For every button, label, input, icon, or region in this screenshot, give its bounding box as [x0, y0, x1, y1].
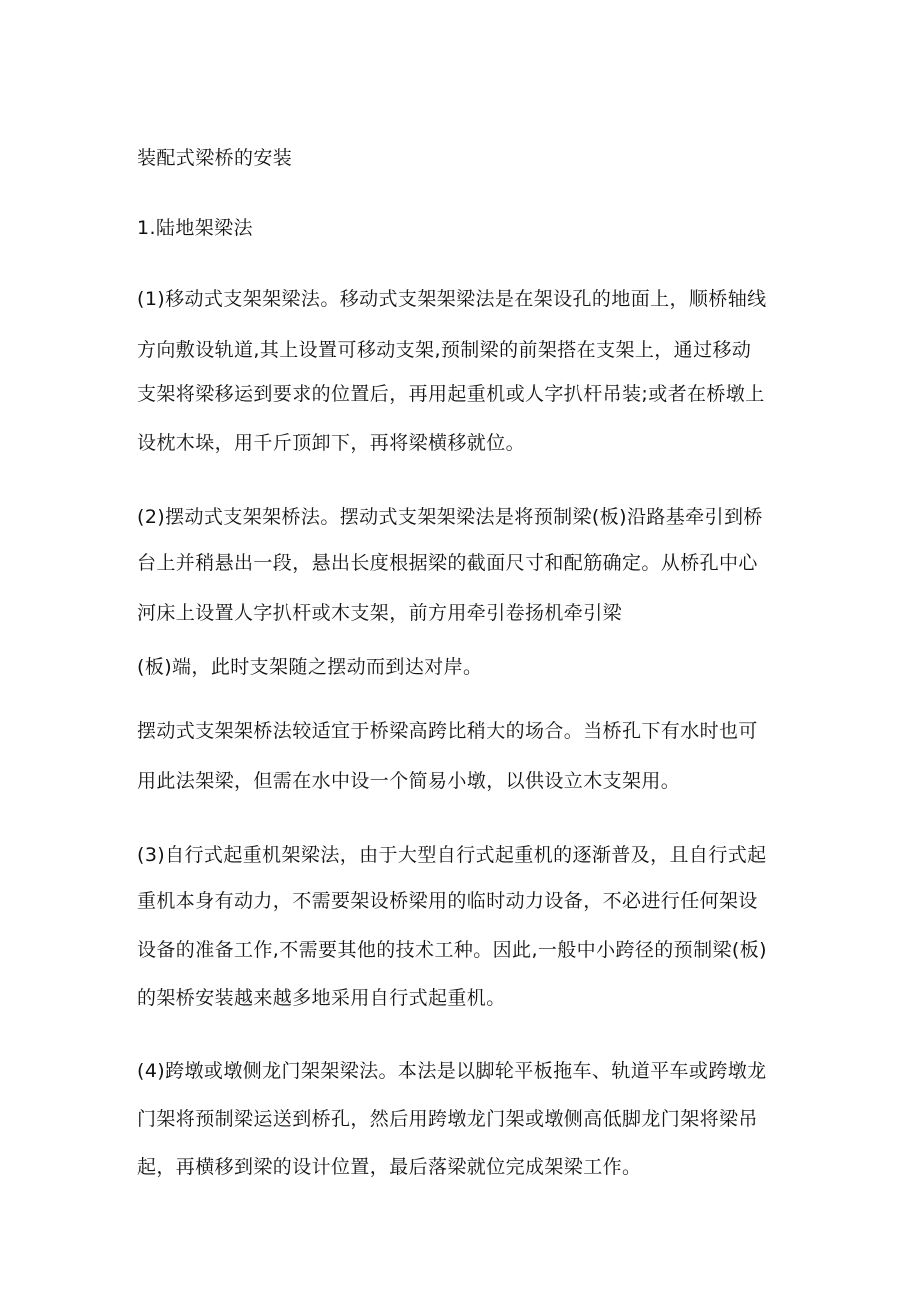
paragraph-3-line-1: 摆动式支架架桥法较适宜于桥梁高跨比稍大的场合。当桥孔下有水时也可	[137, 720, 758, 742]
paragraph-1-line-2: 方向敷设轨道,其上设置可移动支架,预制梁的前架搭在支架上，通过移动	[137, 339, 752, 361]
paragraph-1-line-4: 设枕木垛，用千斤顶卸下，再将梁横移就位。	[137, 432, 526, 454]
document-title: 装配式梁桥的安装	[137, 147, 293, 169]
paragraph-1-line-3: 支架将梁移运到要求的位置后，再用起重机或人字扒杆吊装;或者在桥墩上	[137, 383, 765, 405]
paragraph-4-line-3: 设备的准备工作,不需要其他的技术工种。因此,一般中小跨径的预制梁(板)	[137, 939, 767, 961]
paragraph-5-line-1: (4)跨墩或墩侧龙门架架梁法。本法是以脚轮平板拖车、轨道平车或跨墩龙	[137, 1060, 767, 1082]
paragraph-1-line-1: (1)移动式支架架梁法。移动式支架架梁法是在架设孔的地面上，顺桥轴线	[137, 288, 767, 310]
paragraph-2-line-3: 河床上设置人字扒杆或木支架，前方用牵引卷扬机牵引梁	[137, 602, 623, 624]
paragraph-2-line-2: 台上并稍悬出一段，悬出长度根据梁的截面尺寸和配筋确定。从桥孔中心	[137, 552, 758, 574]
paragraph-5-line-2: 门架将预制梁运送到桥孔，然后用跨墩龙门架或墩侧高低脚龙门架将梁吊	[137, 1108, 758, 1130]
paragraph-2-line-1: (2)摆动式支架架桥法。摆动式支架架梁法是将预制梁(板)沿路基牵引到桥	[137, 506, 763, 528]
section-heading: 1.陆地架梁法	[137, 217, 253, 239]
paragraph-4-line-1: (3)自行式起重机架梁法，由于大型自行式起重机的逐渐普及，且自行式起	[137, 844, 767, 866]
paragraph-4-line-2: 重机本身有动力，不需要架设桥梁用的临时动力设备，不必进行任何架设	[137, 890, 758, 912]
paragraph-4-line-4: 的架桥安装越来越多地采用自行式起重机。	[137, 987, 506, 1009]
paragraph-5-line-3: 起，再横移到梁的设计位置，最后落梁就位完成架梁工作。	[137, 1156, 642, 1178]
paragraph-3-line-2: 用此法架梁，但需在水中设一个简易小墩，以供设立木支架用。	[137, 770, 681, 792]
paragraph-2-line-4: (板)端，此时支架随之摆动而到达对岸。	[137, 656, 483, 678]
